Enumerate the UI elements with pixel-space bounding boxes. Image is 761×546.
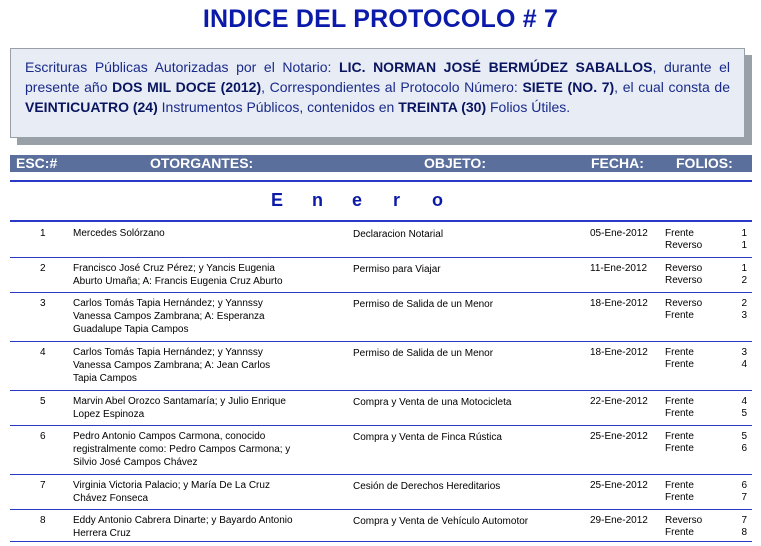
row-divider — [10, 341, 752, 342]
fecha-cell: 18-Ene-2012 — [590, 347, 648, 358]
folio-side: Frente — [665, 396, 694, 407]
folio-side: Frente — [665, 492, 694, 503]
fecha-cell: 11-Ene-2012 — [590, 263, 648, 274]
month-letter: e — [352, 190, 363, 210]
folio-side: Reverso — [665, 515, 703, 526]
folio-number: 1 — [741, 228, 747, 239]
folio-number: 8 — [741, 527, 747, 538]
row-divider — [10, 541, 752, 542]
esc-number: 6 — [40, 431, 46, 442]
otorgantes-line: Marvin Abel Orozco Santamaría; y Julio Enrique — [73, 396, 286, 407]
folio-line — [665, 395, 747, 407]
folios-cell — [665, 297, 747, 321]
month-letter: o — [432, 190, 443, 210]
folio-number: 3 — [741, 347, 747, 358]
fecha-cell: 29-Ene-2012 — [590, 515, 648, 526]
folios-cell — [665, 262, 747, 286]
fecha-cell: 05-Ene-2012 — [590, 228, 648, 239]
otorgantes-cell — [73, 227, 333, 240]
row-divider — [10, 425, 752, 426]
folio-line — [665, 262, 747, 274]
otorgantes-cell — [73, 514, 333, 540]
otorgantes-line: Herrera Cruz — [73, 528, 131, 539]
row-divider — [10, 474, 752, 475]
otorgantes-line: Aburto Umaña; A: Francis Eugenia Cruz Aburto — [73, 276, 283, 287]
row-divider — [10, 509, 752, 510]
notary-name: LIC. NORMAN JOSÉ BERMÚDEZ SABALLOS — [339, 59, 653, 75]
folio-number: 1 — [741, 240, 747, 251]
month-letter: E — [271, 190, 284, 210]
otorgantes-line: Guadalupe Tapia Campos — [73, 324, 189, 335]
folio-line — [665, 346, 747, 358]
folio-line — [665, 239, 747, 251]
otorgantes-line: Vanessa Campos Zambrana; A: Jean Carlos — [73, 360, 271, 371]
objeto-cell: Permiso de Salida de un Menor — [353, 299, 494, 310]
otorgantes-cell — [73, 479, 333, 505]
otorgantes-line: Chávez Fonseca — [73, 493, 149, 504]
folio-side: Reverso — [665, 298, 703, 309]
folio-line — [665, 407, 747, 419]
otorgantes-line: registralmente como: Pedro Campos Carmona; y — [73, 444, 291, 455]
intro-text-1: Escrituras Públicas Autorizadas por el Notario: — [25, 59, 340, 75]
folio-line — [665, 309, 747, 321]
folios-cell — [665, 227, 747, 251]
folio-number: 2 — [741, 298, 747, 309]
folio-side: Frente — [665, 480, 694, 491]
otorgantes-cell — [73, 430, 333, 469]
folio-side: Frente — [665, 408, 694, 419]
header-divider — [10, 180, 752, 182]
folios-cell — [665, 479, 747, 503]
table-header — [10, 155, 752, 172]
otorgantes-line: Carlos Tomás Tapia Hernández; y Yannssy — [73, 347, 263, 358]
objeto-cell: Compra y Venta de Finca Rústica — [353, 432, 502, 443]
intro-text-4: , el cual consta de — [614, 79, 730, 95]
folios-cell — [665, 395, 747, 419]
folio-number: 2 — [741, 275, 747, 286]
intro-text-5: Instrumentos Públicos, contenidos en — [157, 99, 399, 115]
row-divider — [10, 390, 752, 391]
year-text: DOS MIL DOCE (2012) — [112, 79, 262, 95]
folio-line — [665, 479, 747, 491]
objeto-cell: Permiso de Salida de un Menor — [353, 348, 494, 359]
fecha-cell: 25-Ene-2012 — [590, 480, 648, 491]
otorgantes-line: Lopez Espinoza — [73, 409, 145, 420]
month-divider — [10, 220, 752, 222]
esc-number: 8 — [40, 515, 46, 526]
month-letter: r — [393, 190, 401, 210]
folio-side: Frente — [665, 347, 694, 358]
folio-side: Frente — [665, 228, 694, 239]
folio-line — [665, 526, 747, 538]
header-otorgantes: OTORGANTES: — [150, 155, 254, 171]
folio-line — [665, 227, 747, 239]
otorgantes-cell — [73, 297, 333, 336]
esc-number: 5 — [40, 396, 46, 407]
folio-side: Reverso — [665, 240, 703, 251]
esc-number: 4 — [40, 347, 46, 358]
esc-number: 3 — [40, 298, 46, 309]
otorgantes-cell — [73, 262, 333, 288]
esc-number: 2 — [40, 263, 46, 274]
header-objeto: OBJETO: — [424, 155, 486, 171]
folio-side: Frente — [665, 431, 694, 442]
header-folios: FOLIOS: — [676, 155, 733, 171]
objeto-cell: Cesión de Derechos Hereditarios — [353, 481, 501, 492]
intro-box — [10, 48, 745, 138]
fecha-cell: 18-Ene-2012 — [590, 298, 648, 309]
folios-cell — [665, 514, 747, 538]
folio-side: Frente — [665, 527, 694, 538]
intro-text-3: , Correspondientes al Protocolo Número: — [261, 79, 523, 95]
row-divider — [10, 257, 752, 258]
otorgantes-line: Tapia Campos — [73, 373, 137, 384]
otorgantes-line: Pedro Antonio Campos Carmona, conocido — [73, 431, 266, 442]
objeto-cell: Permiso para Viajar — [353, 264, 441, 275]
fecha-cell: 22-Ene-2012 — [590, 396, 648, 407]
folio-number: 7 — [741, 515, 747, 526]
protocol-number: SIETE (NO. 7) — [522, 79, 615, 95]
instrument-count: VEINTICUATRO (24) — [25, 99, 158, 115]
intro-text-2: , durante el presente año — [25, 59, 730, 95]
folio-side: Frente — [665, 310, 694, 321]
folio-side: Frente — [665, 359, 694, 370]
otorgantes-line: Virginia Victoria Palacio; y María De La Cruz — [73, 480, 270, 491]
fecha-cell: 25-Ene-2012 — [590, 431, 648, 442]
otorgantes-cell — [73, 395, 333, 421]
folio-number: 3 — [741, 310, 747, 321]
folio-line — [665, 442, 747, 454]
folio-side: Reverso — [665, 275, 703, 286]
header-fecha: FECHA: — [591, 155, 644, 171]
otorgantes-line: Vanessa Campos Zambrana; A: Esperanza — [73, 311, 265, 322]
objeto-cell: Declaracion Notarial — [353, 229, 444, 240]
header-esc: ESC:# — [16, 155, 58, 171]
folios-cell — [665, 430, 747, 454]
folio-line — [665, 274, 747, 286]
otorgantes-line: Silvio José Campos Chávez — [73, 457, 198, 468]
otorgantes-cell — [73, 346, 333, 385]
folio-side: Frente — [665, 443, 694, 454]
esc-number: 1 — [40, 228, 46, 239]
otorgantes-line: Mercedes Solórzano — [73, 228, 165, 239]
folio-line — [665, 358, 747, 370]
folio-side: Reverso — [665, 263, 703, 274]
otorgantes-line: Eddy Antonio Cabrera Dinarte; y Bayardo Antonio — [73, 515, 293, 526]
folio-number: 4 — [741, 359, 747, 370]
folio-line — [665, 430, 747, 442]
folio-number: 4 — [741, 396, 747, 407]
folio-number: 7 — [741, 492, 747, 503]
objeto-cell: Compra y Venta de una Motocicleta — [353, 397, 512, 408]
folio-number: 6 — [741, 480, 747, 491]
row-divider — [10, 292, 752, 293]
folio-number: 6 — [741, 443, 747, 454]
folio-line — [665, 491, 747, 503]
folios-cell — [665, 346, 747, 370]
page-title: INDICE DEL PROTOCOLO # 7 — [202, 5, 559, 33]
folio-number: 5 — [741, 431, 747, 442]
month-letter: n — [312, 190, 323, 210]
folio-number: 1 — [741, 263, 747, 274]
intro-text-6: Folios Útiles. — [486, 99, 571, 115]
esc-number: 7 — [40, 480, 46, 491]
objeto-cell: Compra y Venta de Vehículo Automotor — [353, 516, 529, 527]
folio-number: 5 — [741, 408, 747, 419]
otorgantes-line: Francisco José Cruz Pérez; y Yancis Eugenia — [73, 263, 275, 274]
folio-line — [665, 297, 747, 309]
otorgantes-line: Carlos Tomás Tapia Hernández; y Yannssy — [73, 298, 263, 309]
folio-count: TREINTA (30) — [398, 99, 487, 115]
folio-line — [665, 514, 747, 526]
